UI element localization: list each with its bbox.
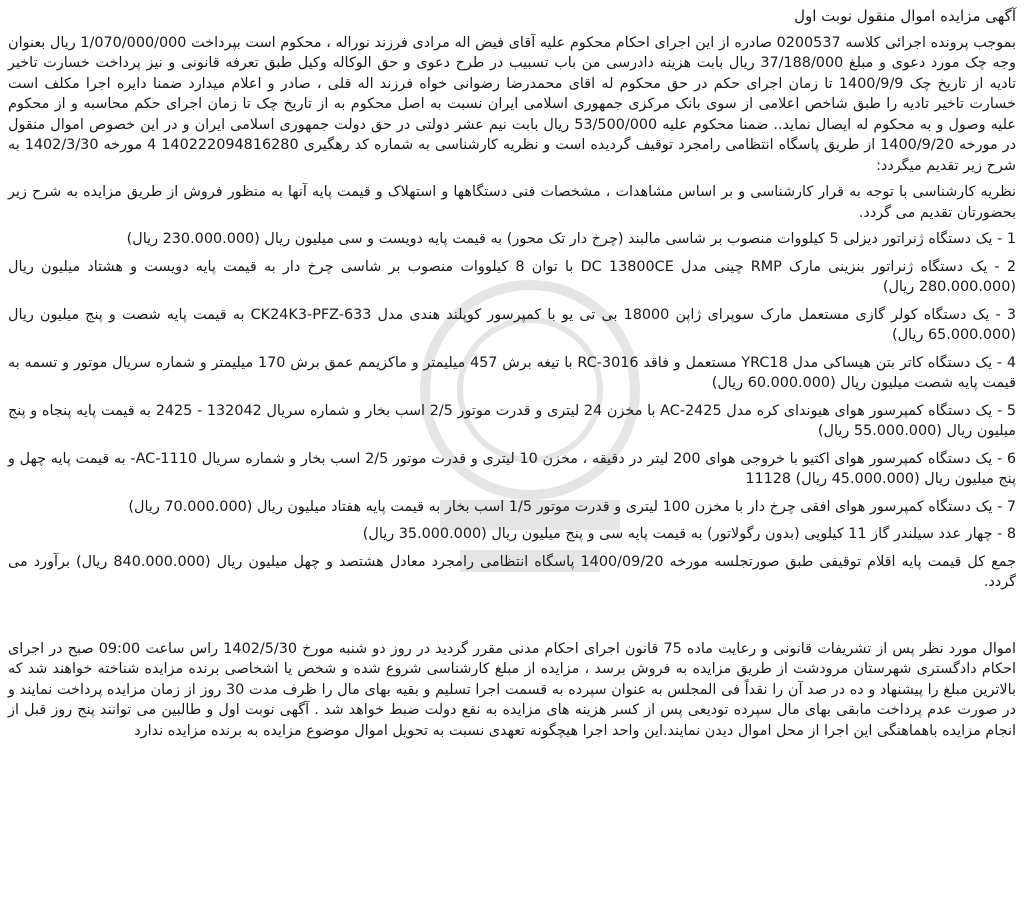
closing-paragraph: اموال مورد نظر پس از تشریفات قانونی و رعایت ماده 75 قانون اجرای احکام مدنی مقرر گردید در روز دو شنبه مورخ 1402/5/30 راس ساعت 09:00 صبح در اجرای احکام دادگستری شهرستان مرودشت از طریق مزایده به فروش برسد ، مزایده از مبلغ کارشناسی شروع شده و شخص یا اشخاصی برنده مزایده شناخته خواهند شد که بالاترین مبلغ را پیشنهاد و ده در صد آن را نقداً فی المجلس به عنوان سپرده به قسمت اجرا تسلیم و بقیه بهای مال را ظرف مدت 30 روز از زمان مزایده پرداخت نمایند و در صورت عدم پرداخت مابقی بهای مال سپرده تودیعی پس از کسر هزینه های مزایده به نفع دولت ضبط خواهد شد . آگهی نوبت اول و طالبین می توانند پنج روز قبل از انجام مزایده باهماهنگی این اجرا از محل اموال دیدن نمایند.این واحد اجرا هیچگونه تعهدی نسبت به تحویل اموال موضوع مزایده به برنده مزایده ندارد bbox=[8, 640, 1016, 739]
list-item: 6 - یک دستگاه کمپرسور هوای اکتیو با خروجی هوای 200 لیتر در دقیقه ، مخزن 10 لیتری و قدرت موتور 2/5 اسب بخار و شماره سریال AC-1110- به قیمت پایه چهل و پنج میلیون ریال (45.000.000 ریال) 11128 bbox=[8, 450, 1016, 487]
list-item: 5 - یک دستگاه کمپرسور هوای هیوندای کره مدل AC-2425 با مخزن 24 لیتری و قدرت موتور 2/5 اسب بخار و شماره سریال 132042 - 2425 به قیمت پایه پنجاه و پنج میلیون ریال (55.000.000 ریال) bbox=[8, 402, 1017, 439]
intro-paragraph: بموجب پرونده اجرائی کلاسه 0200537 صادره از این اجرای احکام محکوم علیه آقای فیض اله مرادی فرزند نوراله ، محکوم است بپرداخت 1/070/000/000 ریال بعنوان وجه چک مورد دعوی و مبلغ 37/188/000 ریال بابت هزینه دادرسی من باب تسبیب در طرح دعوی و حق الوکاله وکیل طبق تعرفه قانونی و نیز پرداخت خسارت تاخیر تادیه از تاریخ چک 1400/9/9 تا زمان اجرای حکم در حق محکوم له اقای محمدرضا رضوانی خواه فرزند اله قلی ، صادر و اعلام میدارد ضمنا دایره اجرا مکلف است خسارت تاخیر تادیه را طبق شاخص اعلامی از سوی بانک مرکزی جمهوری اسلامی ایران نسبت به اصل محکوم به از تاریخ چک تا زمان اجرای حکم محاسبه و از محکوم علیه وصول و به محکوم له ایصال نماید.. ضمنا محکوم علیه 53/500/000 ریال بابت نیم عشر دولتی در حق دولت جمهوری اسلامی ایران و در این خصوص اموال منقول در مورخه 1400/9/20 از طریق پاسگاه انتظامی رامجرد توقیف گردیده است و نظریه کارشناسی به شماره کد رهگیری 140222094816280 4 مورخه 1402/3/30 به شرح زیر تقدیم میگردد: bbox=[8, 34, 1016, 174]
list-item: 2 - یک دستگاه ژنراتور بنزینی مارک RMP چینی مدل DC 13800CE با توان 8 کیلووات منصوب بر شاسی چرخ دار به قیمت پایه دویست و هشتاد میلیون ریال (280.000.000 ریال) bbox=[8, 258, 1016, 295]
notice-title: آگهی مزایده اموال منقول نوبت اول bbox=[794, 7, 1016, 25]
list-item: 8 - چهار عدد سیلندر گاز 11 کیلویی (بدون رگولاتور) به قیمت پایه سی و پنج میلیون ریال (35.000.000 ریال) bbox=[362, 526, 1016, 542]
total-paragraph: جمع کل قیمت پایه اقلام توقیفی طبق صورتجلسه مورخه 1400/09/20 پاسگاه انتظامی رامجرد معادل هشتصد و چهل میلیون ریال (840.000.000 ریال) برآورد می گردد. bbox=[8, 553, 1016, 590]
list-item: 7 - یک دستگاه کمپرسور هوای افقی چرخ دار با مخزن 100 لیتری و قدرت موتور 1/5 اسب بخار به قیمت پایه هفتاد میلیون ریال (70.000.000 ریال) bbox=[128, 498, 1016, 515]
list-item: 4 - یک دستگاه کاتر بتن هیساکی مدل YRC18 مستعمل و فاقد RC-3016 با تیغه برش 457 میلیمتر و ماکزیمم عمق برش 170 میلیمتر و شماره سریال موتور و تسمه به قیمت پایه شصت میلیون ریال (60.000.000 ریال) bbox=[8, 354, 1016, 391]
list-item: 3 - یک دستگاه کولر گازی مستعمل مارک سوپرای ژاپن 18000 بی تی یو با کمپرسور کوپلند هندی مدل CK24K3-PFZ-633 به قیمت پایه شصت و پنج میلیون ریال (65.000.000 ریال) bbox=[8, 306, 1017, 343]
expert-opinion-paragraph: نظریه کارشناسی با توجه به قرار کارشناسی و بر اساس مشاهدات ، مشخصات فنی دستگاهها و استهلاک و قیمت پایه آنها به منظور فروش از طریق مزایده به شرح زیر بحضورتان تقدیم می گردد. bbox=[8, 184, 1016, 221]
list-item: 1 - یک دستگاه ژنراتور دیزلی 5 کیلووات منصوب بر شاسی مالبند (چرخ دار تک محور) به قیمت پایه دویست و سی میلیون ریال (230.000.000 ریال) bbox=[126, 231, 1016, 247]
spacer bbox=[8, 599, 1016, 639]
